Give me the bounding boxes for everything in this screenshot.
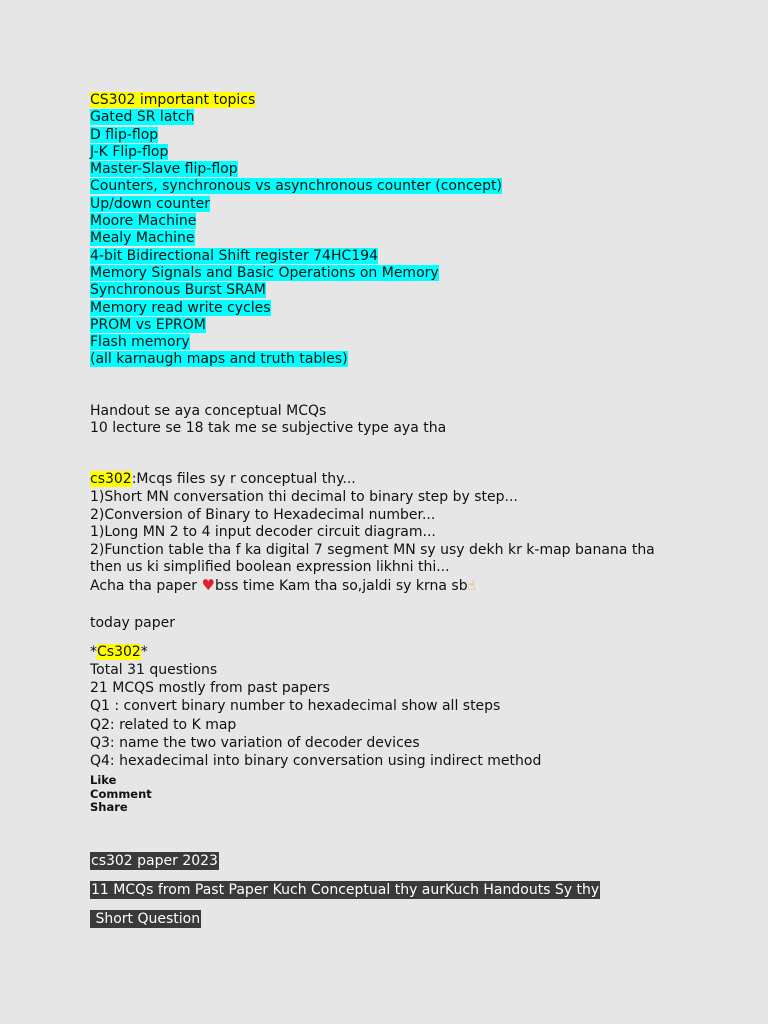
section-heading: today paper bbox=[90, 614, 175, 631]
post-actions bbox=[90, 774, 730, 815]
pointing-hand-icon: ☝ bbox=[467, 578, 476, 594]
topic-item: 4-bit Bidirectional Shift register 74HC194 bbox=[90, 247, 378, 264]
topic-item: Moore Machine bbox=[90, 213, 197, 230]
topics-section bbox=[90, 92, 730, 369]
paper-line: Total 31 questions bbox=[90, 661, 218, 678]
comment-link[interactable]: Comment bbox=[90, 786, 152, 801]
paper-2023-section bbox=[90, 853, 730, 928]
like-link[interactable]: Like bbox=[90, 773, 117, 788]
topic-item: Up/down counter bbox=[90, 195, 210, 212]
notes-section bbox=[90, 403, 730, 438]
topic-item: (all karnaugh maps and truth tables) bbox=[90, 351, 348, 368]
spacer bbox=[90, 632, 730, 643]
topic-item: Mealy Machine bbox=[90, 230, 195, 247]
spacer bbox=[90, 815, 730, 853]
share-link[interactable]: Share bbox=[90, 800, 128, 815]
topic-item: Master-Slave flip-flop bbox=[90, 161, 238, 178]
paper-2023-short: Short Question bbox=[91, 910, 201, 927]
comment-line: 1)Long MN 2 to 4 input decoder circuit diagram... bbox=[90, 524, 436, 541]
star-mark: * bbox=[140, 643, 148, 660]
comment-line: 2)Function table tha f ka digital 7 segment MN sy usy dekh kr k-map banana tha bbox=[90, 541, 655, 558]
topic-item: Memory read write cycles bbox=[90, 299, 271, 316]
note-line: Handout se aya conceptual MCQs bbox=[90, 402, 327, 419]
topic-item: Flash memory bbox=[90, 334, 190, 351]
paper-line: Q3: name the two variation of decoder devices bbox=[90, 734, 420, 751]
comment-line: 1)Short MN conversation thi decimal to binary step by step... bbox=[90, 488, 518, 505]
paper-line: Q4: hexadecimal into binary conversation using indirect method bbox=[90, 752, 542, 769]
topic-item: Counters, synchronous vs asynchronous counter (concept) bbox=[90, 178, 502, 195]
spacer bbox=[90, 596, 730, 614]
note-line: 10 lecture se 18 tak me se subjective type aya tha bbox=[90, 420, 447, 437]
course-tag: Cs302 bbox=[97, 643, 141, 660]
comment-text: Acha tha paper bbox=[90, 577, 202, 594]
topic-item: Gated SR latch bbox=[90, 109, 195, 126]
paper-line: Q1 : convert binary number to hexadecimal show all steps bbox=[90, 698, 501, 715]
topic-item: Synchronous Burst SRAM bbox=[90, 282, 266, 299]
paper-2023-title: cs302 paper 2023 bbox=[91, 852, 218, 869]
comment-line: then us ki simplified boolean expression likhni thi... bbox=[90, 559, 450, 576]
topic-item: J-K Flip-flop bbox=[90, 143, 169, 160]
topic-item: Memory Signals and Basic Operations on Memory bbox=[90, 264, 439, 281]
comment-text: bss time Kam tha so,jaldi sy krna sb bbox=[214, 577, 468, 594]
spacer bbox=[90, 437, 730, 471]
today-paper-section bbox=[90, 614, 730, 771]
document-page bbox=[90, 92, 730, 940]
spacer bbox=[90, 369, 730, 403]
topic-item: PROM vs EPROM bbox=[90, 316, 206, 333]
comment-text: :Mcqs files sy r conceptual thy... bbox=[131, 471, 356, 488]
course-tag: cs302 bbox=[90, 471, 132, 488]
comment-line: 2)Conversion of Binary to Hexadecimal number... bbox=[90, 506, 436, 523]
red-heart-icon: ♥ bbox=[201, 575, 215, 594]
star-mark: * bbox=[90, 643, 97, 660]
topics-title: CS302 important topics bbox=[90, 92, 256, 108]
topic-item: D flip-flop bbox=[90, 126, 159, 143]
paper-line: Q2: related to K map bbox=[90, 716, 237, 733]
paper-2023-line: 11 MCQs from Past Paper Kuch Conceptual thy aurKuch Handouts Sy thy bbox=[91, 881, 600, 898]
paper-line: 21 MCQS mostly from past papers bbox=[90, 680, 330, 697]
comment-section bbox=[90, 471, 730, 595]
